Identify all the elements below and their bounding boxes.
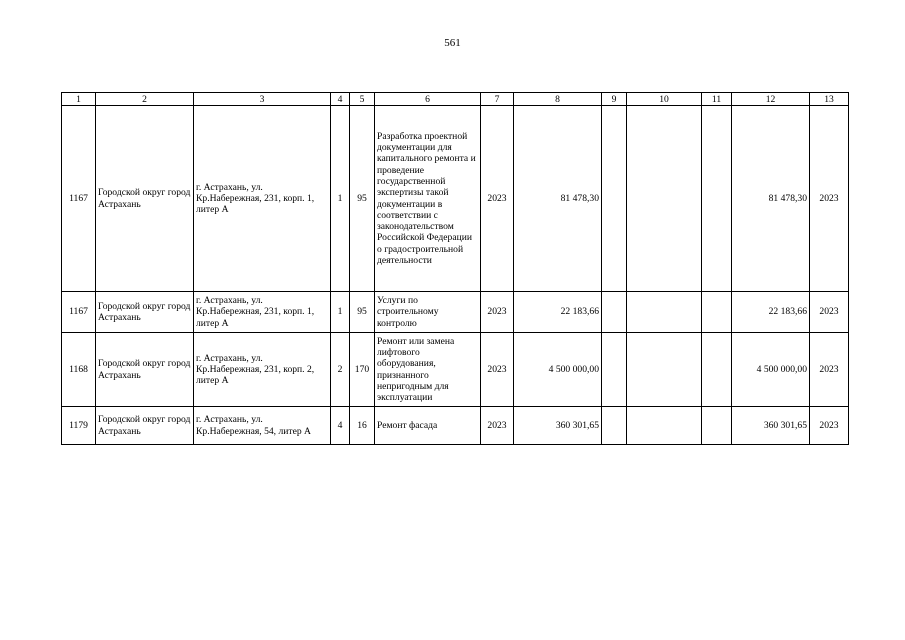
work-type-cell: Ремонт фасада: [375, 407, 481, 445]
col4-cell: 1: [331, 292, 350, 333]
col4-cell: 4: [331, 407, 350, 445]
object-id-cell: 1167: [62, 292, 96, 333]
column-header: 12: [732, 93, 810, 106]
total-cost-cell: 22 183,66: [732, 292, 810, 333]
cost-cell: 22 183,66: [514, 292, 602, 333]
total-cost-cell: 4 500 000,00: [732, 333, 810, 407]
col9-cell: [602, 333, 627, 407]
column-header: 8: [514, 93, 602, 106]
municipality-cell: Городской округ город Астрахань: [96, 407, 194, 445]
column-header: 3: [194, 93, 331, 106]
object-id-cell: 1167: [62, 106, 96, 292]
column-header: 13: [810, 93, 849, 106]
year-cell: 2023: [481, 407, 514, 445]
work-type-cell: Разработка проектной документации для капитального ремонта и проведение государственной экспертизы такой документации в соответствии с законодательством Российской Федерации о градостроительной деятельности: [375, 106, 481, 292]
column-header: 5: [350, 93, 375, 106]
col11-cell: [702, 333, 732, 407]
col10-cell: [627, 106, 702, 292]
municipality-cell: Городской округ город Астрахань: [96, 106, 194, 292]
address-cell: г. Астрахань, ул. Кр.Набережная, 231, корп. 1, литер А: [194, 106, 331, 292]
col11-cell: [702, 292, 732, 333]
work-type-cell: Ремонт или замена лифтового оборудования, признанного непригодным для эксплуатации: [375, 333, 481, 407]
col11-cell: [702, 106, 732, 292]
address-cell: г. Астрахань, ул. Кр.Набережная, 231, корп. 2, литер А: [194, 333, 331, 407]
table-row: [62, 407, 849, 445]
col10-cell: [627, 407, 702, 445]
address-cell: г. Астрахань, ул. Кр.Набережная, 54, литер А: [194, 407, 331, 445]
col9-cell: [602, 106, 627, 292]
year-cell: 2023: [481, 333, 514, 407]
cost-cell: 4 500 000,00: [514, 333, 602, 407]
column-header: 7: [481, 93, 514, 106]
column-header: 6: [375, 93, 481, 106]
work-type-cell: Услуги по строительному контролю: [375, 292, 481, 333]
col5-cell: 170: [350, 333, 375, 407]
municipality-cell: Городской округ город Астрахань: [96, 292, 194, 333]
year-cell: 2023: [481, 292, 514, 333]
column-header: 11: [702, 93, 732, 106]
col10-cell: [627, 333, 702, 407]
repair-program-table: [61, 92, 849, 445]
table-row: [62, 333, 849, 407]
col4-cell: 2: [331, 333, 350, 407]
col5-cell: 95: [350, 292, 375, 333]
column-header: 1: [62, 93, 96, 106]
completion-year-cell: 2023: [810, 407, 849, 445]
completion-year-cell: 2023: [810, 292, 849, 333]
col4-cell: 1: [331, 106, 350, 292]
completion-year-cell: 2023: [810, 106, 849, 292]
year-cell: 2023: [481, 106, 514, 292]
table-row: [62, 292, 849, 333]
object-id-cell: 1168: [62, 333, 96, 407]
col9-cell: [602, 407, 627, 445]
municipality-cell: Городской округ город Астрахань: [96, 333, 194, 407]
col5-cell: 95: [350, 106, 375, 292]
total-cost-cell: 360 301,65: [732, 407, 810, 445]
table-row: [62, 106, 849, 292]
cost-cell: 360 301,65: [514, 407, 602, 445]
total-cost-cell: 81 478,30: [732, 106, 810, 292]
column-header: 10: [627, 93, 702, 106]
col10-cell: [627, 292, 702, 333]
object-id-cell: 1179: [62, 407, 96, 445]
col9-cell: [602, 292, 627, 333]
address-cell: г. Астрахань, ул. Кр.Набережная, 231, корп. 1, литер А: [194, 292, 331, 333]
col11-cell: [702, 407, 732, 445]
column-header: 2: [96, 93, 194, 106]
cost-cell: 81 478,30: [514, 106, 602, 292]
completion-year-cell: 2023: [810, 333, 849, 407]
page-number: 561: [444, 37, 461, 49]
column-header: 9: [602, 93, 627, 106]
column-header: 4: [331, 93, 350, 106]
col5-cell: 16: [350, 407, 375, 445]
header-row: [62, 93, 849, 106]
